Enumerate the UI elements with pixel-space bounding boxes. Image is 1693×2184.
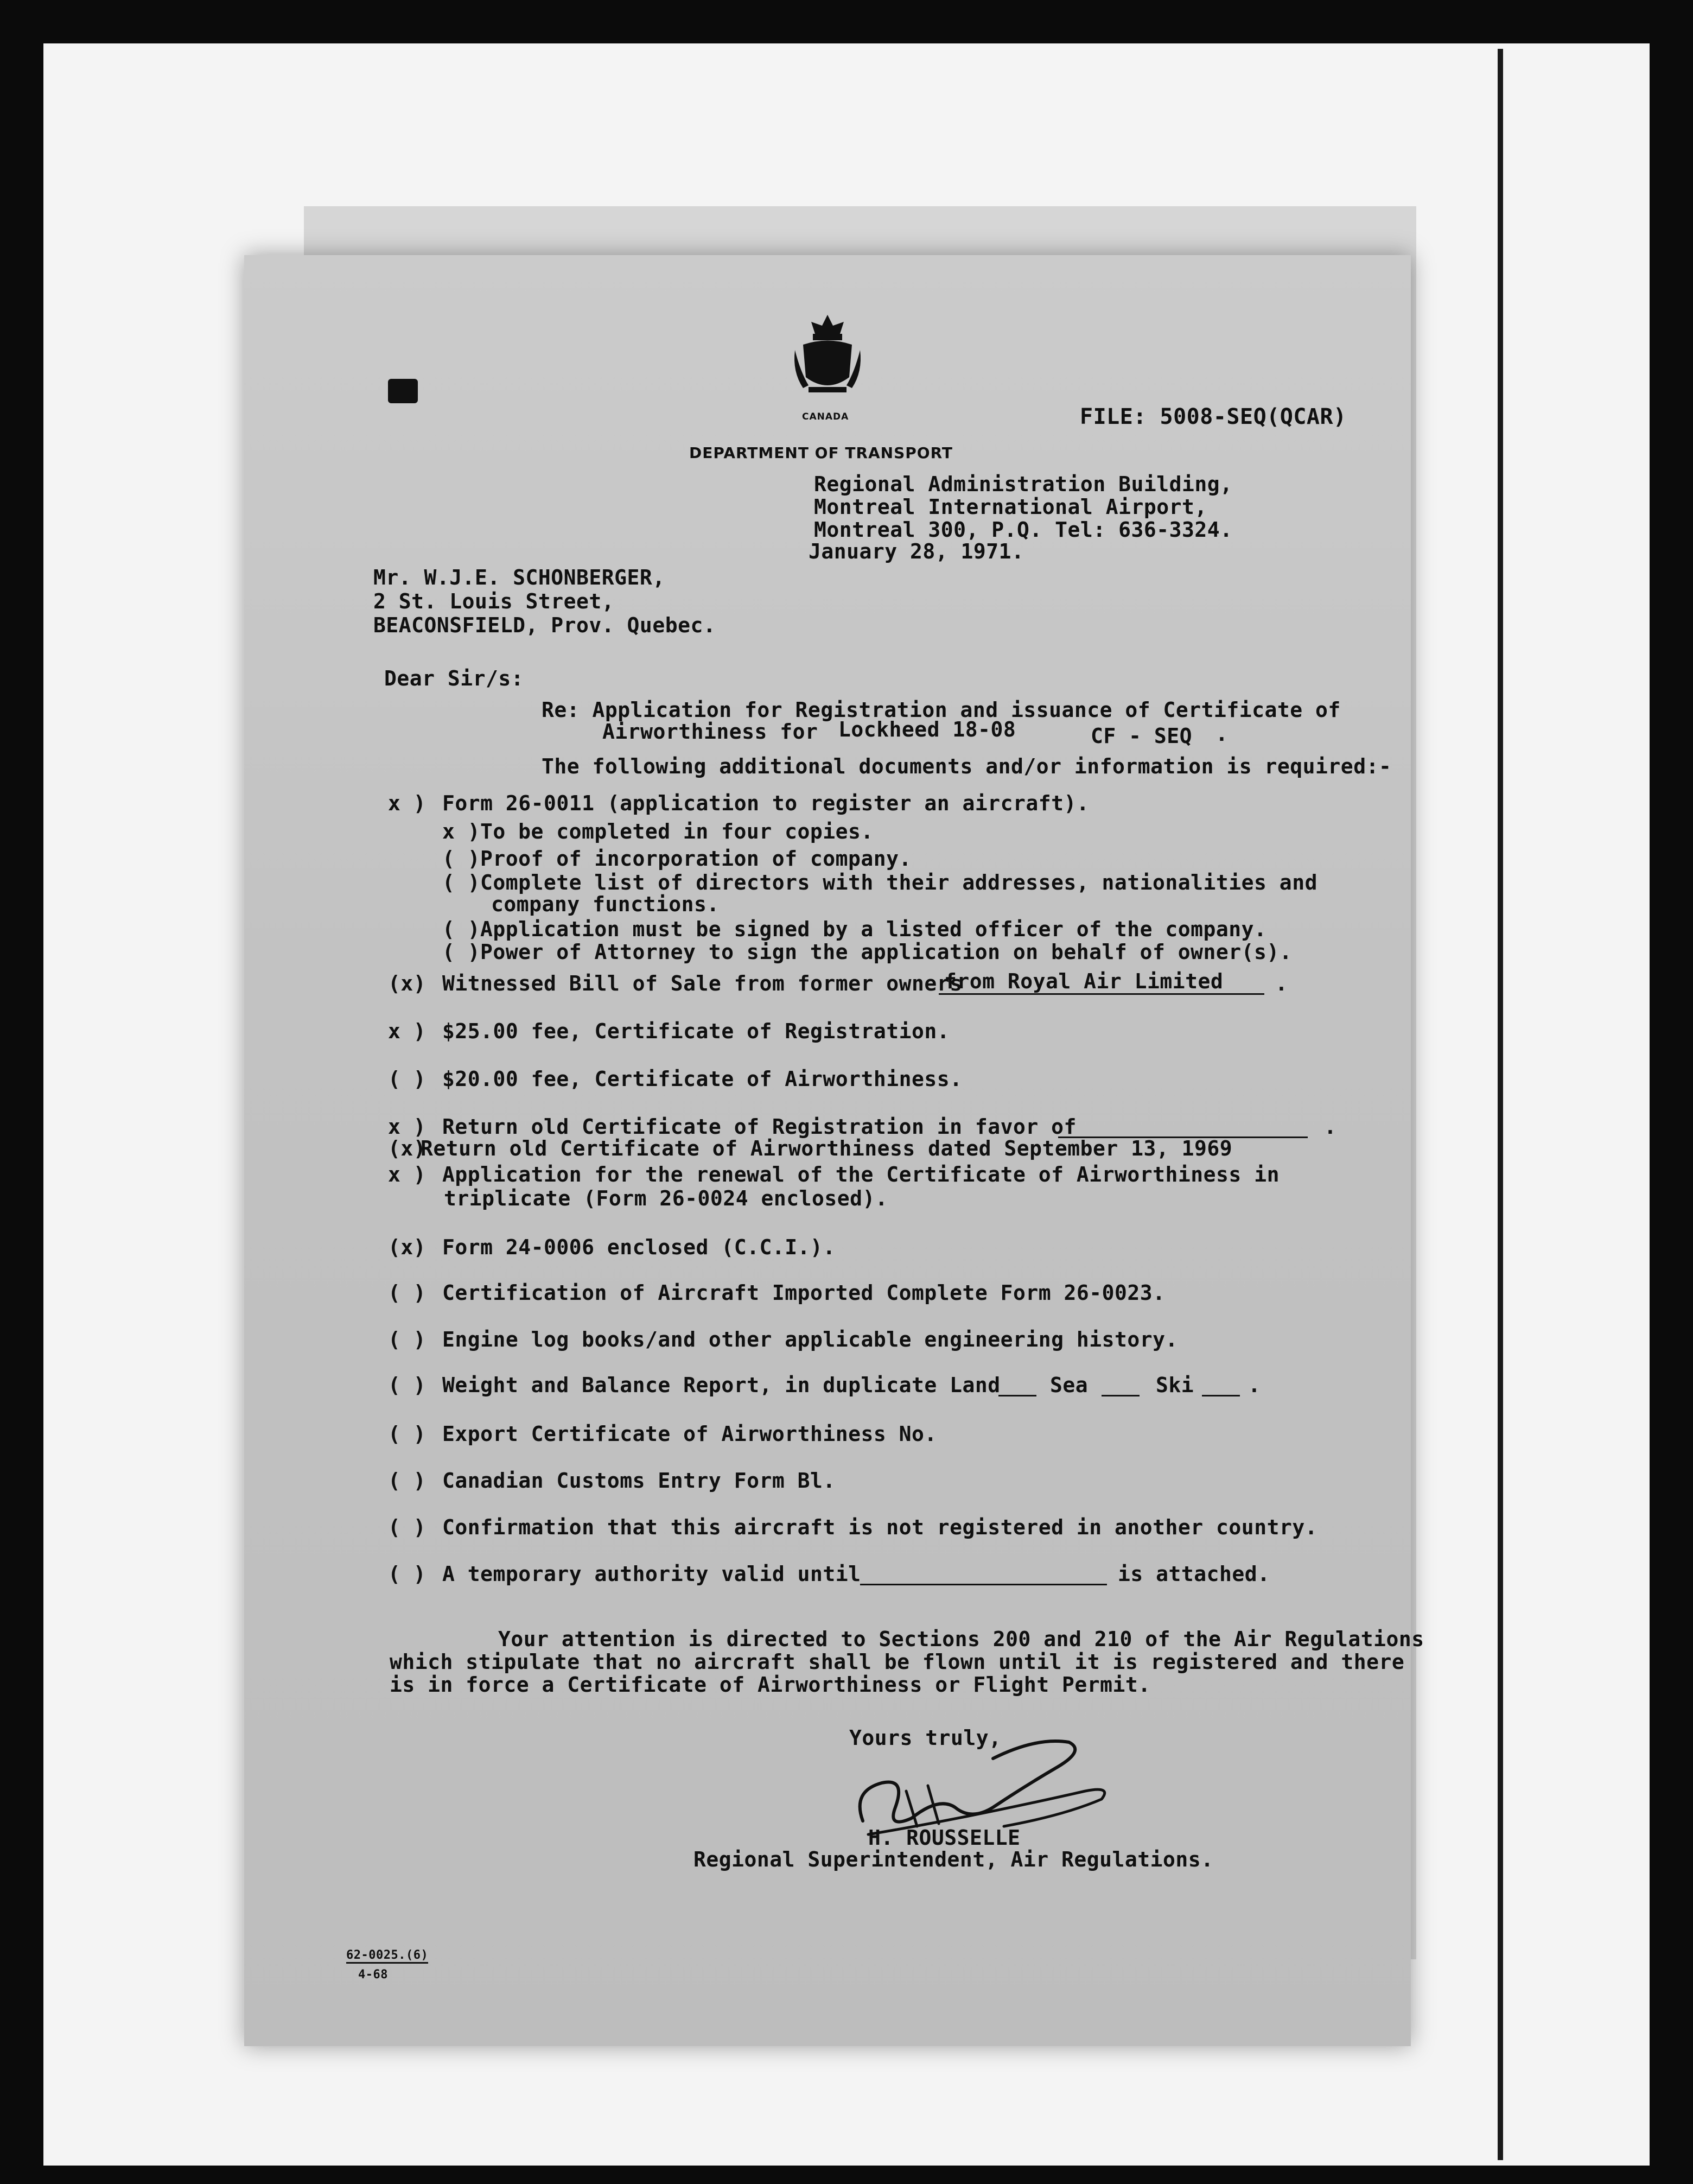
aircraft-type: Lockheed 18-08 [838, 718, 1016, 741]
re-period: . [1215, 722, 1229, 746]
checkbox-mark: ( ) [388, 1328, 427, 1351]
department-heading: DEPARTMENT OF TRANSPORT [689, 444, 953, 462]
checklist-item-form-24-0006: (x) Form 24-0006 enclosed (C.C.I.). [388, 1235, 836, 1259]
fill-underline [1202, 1395, 1240, 1396]
letter-date: January 28, 1971. [809, 539, 1024, 563]
film-frame-top [0, 0, 1693, 43]
checklist-subitem: ( )Proof of incorporation of company. [442, 847, 912, 871]
film-frame-bottom [0, 2166, 1693, 2184]
checkbox-mark: x ) [388, 1019, 427, 1043]
checkbox-mark: ( ) [388, 1067, 427, 1091]
checkbox-mark: (x) [388, 1137, 427, 1160]
checkbox-mark: x ) [442, 820, 481, 843]
checklist-item-confirmation: ( ) Confirmation that this aircraft is not registered in another country. [388, 1515, 1318, 1539]
fill-underline [1102, 1395, 1140, 1396]
checklist-item-export: ( ) Export Certificate of Airworthiness No. [388, 1422, 937, 1446]
checkbox-mark: (x) [388, 972, 427, 995]
checklist-item-continuation: triplicate (Form 26-0024 enclosed). [444, 1186, 888, 1210]
checklist-subitem: ( )Application must be signed by a listed officer of the company. [442, 917, 1267, 941]
file-reference: FILE: 5008-SEQ(QCAR) [1080, 404, 1347, 429]
weight-ski-label: Ski [1156, 1373, 1194, 1397]
sender-address-line: Montreal 300, P.Q. Tel: 636-3324. [814, 518, 1233, 542]
checklist-item-renewal: x ) Application for the renewal of the Certificate of Airworthiness in [388, 1163, 1280, 1186]
checkbox-mark: ( ) [442, 871, 481, 894]
checkbox-mark: x ) [388, 1115, 427, 1139]
checkbox-mark: ( ) [388, 1562, 427, 1586]
item-period: . [1248, 1373, 1261, 1397]
checklist-item-registration-fee: x ) $25.00 fee, Certificate of Registration. [388, 1019, 950, 1043]
signer-title: Regional Superintendent, Air Regulations. [693, 1847, 1214, 1871]
fill-underline [998, 1395, 1036, 1396]
intro-text: The following additional documents and/or information is required:- [542, 754, 1392, 778]
form-code: 62-0025.(6) [346, 1948, 428, 1964]
film-edge-strip [1498, 49, 1503, 2160]
checklist-item-airworthiness-fee: ( ) $20.00 fee, Certificate of Airworthiness. [388, 1067, 963, 1091]
weight-sea-label: Sea [1050, 1373, 1089, 1397]
re-line: Re: Application for Registration and issuance of Certificate of [542, 698, 1341, 722]
tab-mark [388, 379, 418, 403]
form-date: 4-68 [358, 1968, 388, 1982]
recipient-line: Mr. W.J.E. SCHONBERGER, [373, 566, 665, 589]
sender-address-line: Montreal International Airport, [814, 495, 1207, 519]
canada-coat-of-arms-icon [792, 312, 863, 399]
film-frame-left [0, 0, 43, 2184]
checkbox-mark: ( ) [388, 1422, 427, 1446]
checklist-item-weight-balance: ( ) Weight and Balance Report, in duplicate Land [388, 1373, 1001, 1397]
checkbox-mark: ( ) [388, 1515, 427, 1539]
checklist-subitem: ( )Complete list of directors with their addresses, nationalities and [442, 871, 1318, 894]
checklist-item-bill-of-sale: (x) Witnessed Bill of Sale from former owners [388, 972, 963, 995]
checkbox-mark: ( ) [442, 940, 481, 964]
checklist-item-engine-logs: ( ) Engine log books/and other applicable engineering history. [388, 1328, 1178, 1351]
fill-underline [939, 993, 1264, 995]
temporary-authority-end: is attached. [1118, 1562, 1270, 1586]
country-label: CANADA [802, 411, 849, 422]
attention-paragraph-line: is in force a Certificate of Airworthiness or Flight Permit. [390, 1673, 1151, 1697]
checklist-subitem-continuation: company functions. [491, 892, 720, 916]
checklist-item-form-26-0011: x ) Form 26-0011 (application to register an aircraft). [388, 791, 1090, 815]
aircraft-registration: CF - SEQ [1091, 724, 1193, 748]
checkbox-mark: ( ) [388, 1281, 427, 1305]
checkbox-mark: ( ) [388, 1469, 427, 1493]
sender-address-line: Regional Administration Building, [814, 472, 1233, 496]
item-period: . [1275, 972, 1288, 995]
checkbox-mark: x ) [388, 1163, 427, 1186]
checkbox-mark: ( ) [442, 917, 481, 941]
checkbox-mark: ( ) [388, 1373, 427, 1397]
checkbox-mark: x ) [388, 791, 427, 815]
film-frame-right [1650, 0, 1693, 2184]
recipient-line: 2 St. Louis Street, [373, 589, 615, 613]
item-period: . [1324, 1115, 1337, 1139]
checklist-item-imported: ( ) Certification of Aircraft Imported Complete Form 26-0023. [388, 1281, 1166, 1305]
attention-paragraph-line: which stipulate that no aircraft shall be flown until it is registered and there [390, 1650, 1405, 1674]
checklist-subitem: x )To be completed in four copies. [442, 820, 874, 843]
checklist-subitem: ( )Power of Attorney to sign the application on behalf of owner(s). [442, 940, 1293, 964]
recipient-line: BEACONSFIELD, Prov. Quebec. [373, 613, 716, 637]
checklist-item-return-registration: x ) Return old Certificate of Registration in favor of [388, 1115, 1077, 1139]
checkbox-mark: (x) [388, 1235, 427, 1259]
closing: Yours truly, [849, 1726, 1002, 1750]
checklist-item-temporary-authority: ( ) A temporary authority valid until [388, 1562, 861, 1586]
former-owner-fill: from Royal Air Limited [944, 969, 1224, 993]
signer-name: H. ROUSSELLE [868, 1826, 1021, 1850]
checklist-item-customs: ( ) Canadian Customs Entry Form Bl. [388, 1469, 836, 1493]
checkbox-mark: ( ) [442, 847, 481, 871]
attention-paragraph-line: Your attention is directed to Sections 200 and 210 of the Air Regulations [498, 1627, 1424, 1651]
re-line-2: Airworthiness for [602, 720, 818, 744]
fill-underline [860, 1584, 1107, 1585]
salutation: Dear Sir/s: [384, 666, 524, 690]
checklist-item-return-airworthiness: (x)Return old Certificate of Airworthiness dated September 13, 1969 [388, 1137, 1233, 1160]
